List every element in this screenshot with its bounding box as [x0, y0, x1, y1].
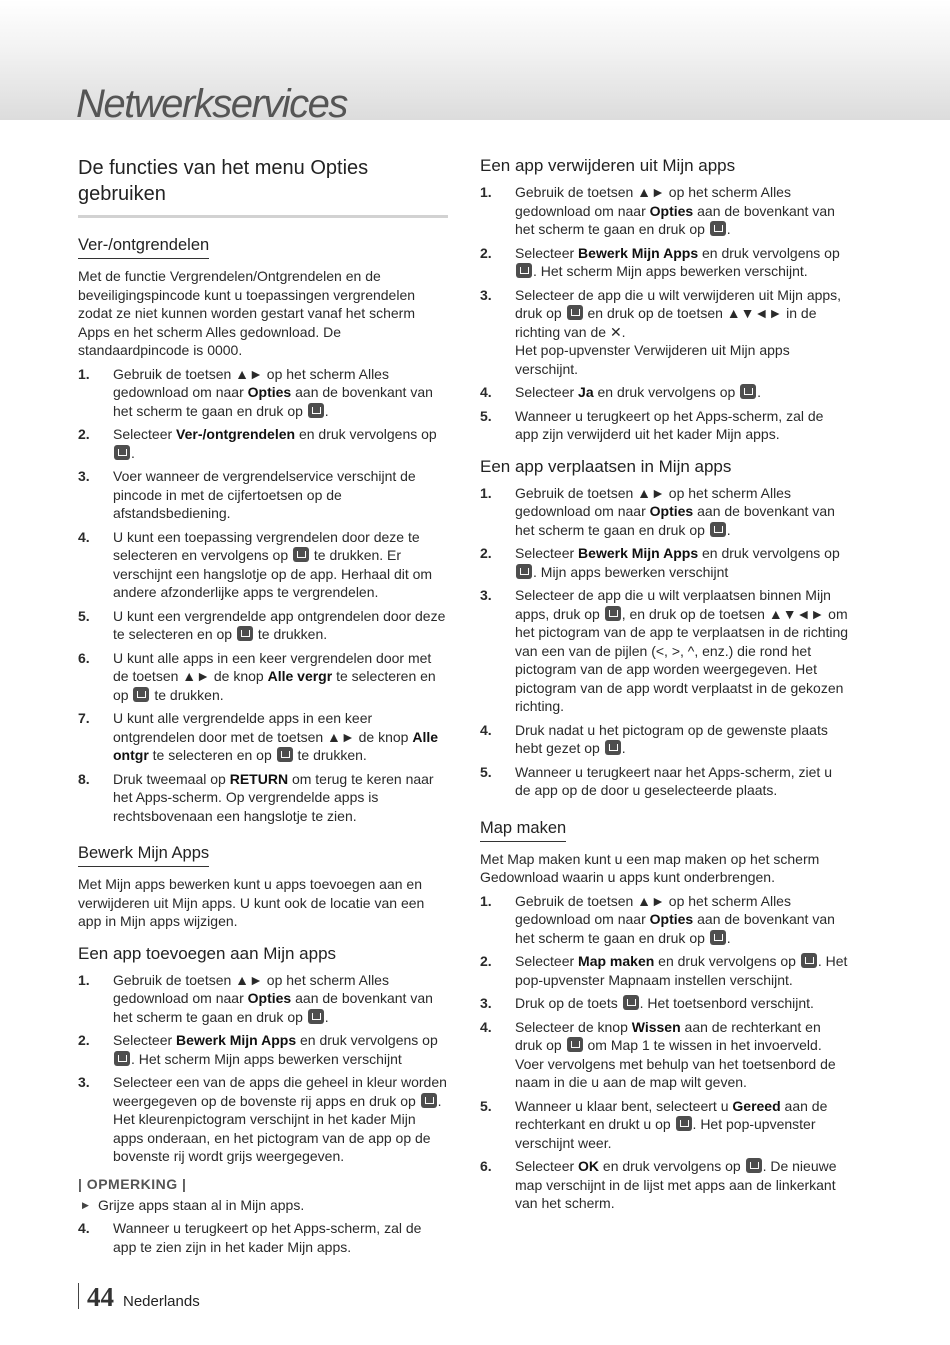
step-number: 3. [78, 468, 90, 484]
page-footer [78, 1282, 200, 1312]
enter-icon [710, 221, 726, 236]
list-item: 3. Druk op de toets . Het toetsenbord verschijnt. [480, 995, 814, 1011]
page-number: 44 [87, 1282, 114, 1312]
note-bullet: ▶ Grijze apps staan al in Mijn apps. [82, 1196, 305, 1213]
list-item: 3. Selecteer een van de apps die geheel in kleur worden weergegeven op de bovenste rij apps en druk op . Het kleurenpictogram verschijnt in het kader Mijn apps onderaan, en het pictogram van de app op de bovenste rij wordt grijs weergegeven. [78, 1074, 447, 1164]
note-title: | OPMERKING | [78, 1175, 187, 1192]
step-number: 5. [480, 407, 492, 424]
step-number: 2. [480, 244, 492, 261]
step-number: 1. [78, 365, 90, 382]
step-number: 4. [480, 384, 492, 400]
enter-icon [114, 1051, 130, 1066]
step-number: 3. [480, 286, 492, 303]
list-item: 2. Selecteer Bewerk Mijn Apps en druk vervolgens op . Mijn apps bewerken verschijnt [480, 545, 840, 580]
chapter-title: Netwerkservices [76, 82, 347, 126]
folder-heading: Map maken [480, 819, 566, 842]
edit-intro: Met Mijn apps bewerken kunt u apps toevoegen aan en verwijderen uit Mijn apps. U kunt ook de locatie van een app in Mijn apps wijzigen. [78, 876, 425, 929]
enter-icon [623, 995, 639, 1010]
enter-icon [567, 1037, 583, 1052]
step-number: 6. [480, 1158, 492, 1174]
enter-icon [676, 1116, 692, 1131]
lock-steps [78, 365, 448, 826]
step-number: 2. [480, 545, 492, 561]
add-steps [78, 971, 448, 1166]
lock-intro: Met de functie Vergrendelen/Ontgrendelen en de beveiligingspincode kunt u toepassingen vergrendelen zodat ze niet kunnen worden gestart vanaf het scherm Apps en het scherm Alles gedownload. De standaardpincode is 0000. [78, 268, 416, 358]
list-item: 3. Selecteer de app die u wilt verplaatsen binnen Mijn apps, druk op , en druk op de toetsen ▲▼◄► om het pictogram van de app te verplaatsen in de richting van een van de pijlen (<, >, ^, enz.) die rond het pictogram van de app worden weergegeven. Het pictogram van de app wordt verplaatst in de gekozen richting. [480, 587, 849, 714]
folder-intro: Met Map maken kunt u een map maken op het scherm Gedownload waarin u apps kunt onderbrengen. [480, 850, 820, 885]
step-number: 2. [78, 426, 90, 442]
list-item: 4. Selecteer Ja en druk vervolgens op . [480, 384, 762, 400]
left-column [78, 155, 448, 1261]
list-item: 4. Wanneer u terugkeert op het Apps-scherm, zal de app te zien zijn in het kader Mijn apps. [78, 1220, 422, 1255]
enter-icon [746, 1158, 762, 1173]
step-number: 5. [78, 607, 90, 624]
enter-icon [421, 1093, 437, 1108]
list-item: 1. Gebruik de toetsen ▲► op het scherm Alles gedownload om naar Opties aan de bovenkant van het scherm te gaan en druk op . [480, 484, 835, 538]
step-number: 1. [480, 892, 492, 909]
list-item: 2. Selecteer Ver-/ontgrendelen en druk vervolgens op . [78, 426, 437, 461]
list-item: 1. Gebruik de toetsen ▲► op het scherm Alles gedownload om naar Opties aan de bovenkant van het scherm te gaan en druk op . [480, 184, 835, 237]
list-item: 4. U kunt een toepassing vergrendelen door deze te selecteren en vervolgens op te drukken. Er verschijnt een hangslotje op de app. Herhaal dit om andere afzonderlijke apps te vergrendelen. [78, 528, 433, 600]
list-item: 1. Gebruik de toetsen ▲► op het scherm Alles gedownload om naar Opties aan de bovenkant van het scherm te gaan en druk op . [78, 971, 433, 1025]
edit-heading: Bewerk Mijn Apps [78, 844, 209, 867]
enter-icon [237, 626, 253, 641]
step-number: 5. [480, 1097, 492, 1114]
step-number: 5. [480, 763, 492, 780]
step-number: 7. [78, 710, 90, 726]
step-number: 3. [480, 995, 492, 1011]
enter-icon [114, 445, 130, 460]
list-item: 3. Voer wanneer de vergrendelservice verschijnt de pincode in met de cijfertoetsen op de afstandsbediening. [78, 468, 416, 521]
remove-heading: Een app verwijderen uit Mijn apps [480, 156, 736, 175]
step-number: 6. [78, 649, 90, 666]
add-step-4 [78, 1219, 448, 1256]
list-item: 8. Druk tweemaal op RETURN om terug te keren naar het Apps-scherm. Op vergrendelde apps is rechtsbovenaan een hangslotje te zien. [78, 770, 434, 824]
step-number: 1. [480, 484, 492, 501]
enter-icon [277, 747, 293, 762]
list-item: 5. U kunt een vergrendelde app ontgrendelen door deze te selecteren en op te drukken. [78, 607, 446, 642]
remove-steps [480, 183, 850, 444]
list-item: 2. Selecteer Bewerk Mijn Apps en druk vervolgens op . Het scherm Mijn apps bewerken verschijnt. [480, 244, 840, 279]
list-item: 6. U kunt alle apps in een keer vergrendelen door met de toetsen ▲► de knop Alle vergr te selecteren en op te drukken. [78, 649, 436, 703]
list-item: 2. Selecteer Bewerk Mijn Apps en druk vervolgens op . Het scherm Mijn apps bewerken verschijnt [78, 1032, 438, 1067]
step-number: 2. [78, 1032, 90, 1048]
enter-icon [308, 403, 324, 418]
step-number: 1. [480, 184, 492, 200]
add-heading: Een app toevoegen aan Mijn apps [78, 943, 337, 963]
list-item: 4. Selecteer de knop Wissen aan de rechterkant en druk op om Map 1 te wissen in het invoerveld. Voer vervolgens met behulp van het toetsenbord de naam in die u aan de map wilt geven. [480, 1018, 836, 1090]
list-item: 5. Wanneer u klaar bent, selecteert u Gereed aan de rechterkant en drukt u op . Het pop-upvenster verschijnt weer. [480, 1097, 828, 1151]
list-item: 5. Wanneer u terugkeert op het Apps-scherm, zal de app zijn verwijderd uit het kader Mijn apps. [480, 407, 824, 442]
step-number: 4. [480, 721, 492, 738]
enter-icon [740, 384, 756, 399]
step-number: 2. [480, 953, 492, 969]
section-title: De functies van het menu Opties gebruiken [78, 155, 448, 218]
bullet-triangle-icon: ▶ [82, 1199, 89, 1210]
step-number: 1. [78, 971, 90, 988]
enter-icon [308, 1009, 324, 1024]
list-item: 7. U kunt alle vergrendelde apps in een keer ontgrendelen door met de toetsen ▲► de knop Alle ontgr te selecteren en op te drukken. [78, 710, 439, 763]
list-item: 1. Gebruik de toetsen ▲► op het scherm Alles gedownload om naar Opties aan de bovenkant van het scherm te gaan en druk op . [480, 892, 835, 946]
list-item: 5. Wanneer u terugkeert naar het Apps-scherm, ziet u de app op de door u geselecteerde plaats. [480, 763, 832, 798]
enter-icon [605, 606, 621, 621]
step-number: 3. [480, 587, 492, 603]
enter-icon [516, 263, 532, 278]
lock-heading: Ver-/ontgrendelen [78, 236, 209, 259]
enter-icon [710, 930, 726, 945]
enter-icon [801, 953, 817, 968]
move-heading: Een app verplaatsen in Mijn apps [480, 456, 732, 476]
step-number: 4. [78, 528, 90, 545]
enter-icon [133, 687, 149, 702]
list-item: 4. Druk nadat u het pictogram op de gewenste plaats hebt gezet op . [480, 721, 828, 756]
list-item: 1. Gebruik de toetsen ▲► op het scherm Alles gedownload om naar Opties aan de bovenkant van het scherm te gaan en druk op . [78, 365, 433, 419]
enter-icon [567, 305, 583, 320]
right-column [480, 155, 850, 1218]
enter-icon [710, 522, 726, 537]
move-steps [480, 484, 850, 800]
step-number: 8. [78, 770, 90, 787]
step-number: 3. [78, 1074, 90, 1090]
enter-icon [293, 547, 309, 562]
enter-icon [516, 564, 532, 579]
folder-steps [480, 892, 850, 1213]
step-number: 4. [78, 1220, 90, 1236]
list-item: 3. Selecteer de app die u wilt verwijderen uit Mijn apps, druk op en druk op de toetsen ▲▼◄► in de richting van de ✕. Het pop-upvenster Verwijderen uit Mijn apps verschijnt. [480, 286, 842, 377]
enter-icon [605, 740, 621, 755]
page-language: Nederlands [123, 1293, 200, 1310]
list-item: 6. Selecteer OK en druk vervolgens op . De nieuwe map verschijnt in de lijst met apps aan de linkerkant van het scherm. [480, 1158, 837, 1211]
list-item: 2. Selecteer Map maken en druk vervolgens op . Het pop-upvenster Mapnaam instellen verschijnt. [480, 953, 848, 988]
step-number: 4. [480, 1018, 492, 1035]
